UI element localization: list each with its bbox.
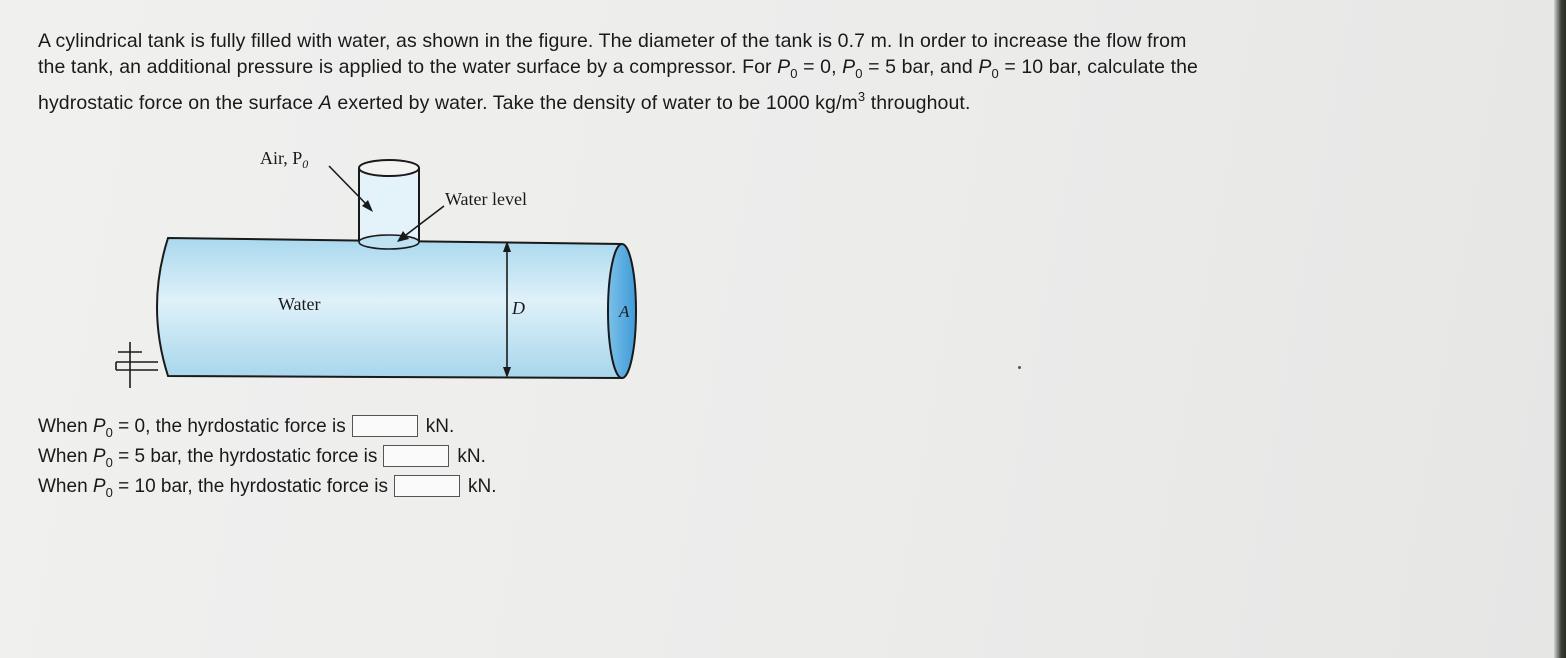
problem-statement (38, 28, 1328, 118)
unit-label: kN. (425, 416, 455, 437)
p0-symbol: P (92, 446, 106, 467)
screen-edge (1554, 0, 1566, 658)
p0-symbol: P (92, 476, 106, 497)
problem-line-2-text-c: = 5 bar, and (862, 56, 979, 78)
p0-subscript: 0 (991, 66, 999, 81)
p0-subscript: 0 (790, 66, 798, 81)
water-surface (359, 235, 419, 249)
answer-row-p0-10: When $P_0 = 10$ bar, the hyrdostatic force is kN. (38, 476, 497, 500)
surface-a-symbol: A (318, 92, 332, 114)
problem-line-1-text: A cylindrical tank is fully filled with water, as shown in the figure. The diameter of the tank is 0.7 m. In order to increase the flow from (38, 30, 1187, 52)
air-label: Air, $P_0$ (260, 148, 309, 171)
water-level-label: Water level (445, 189, 528, 209)
unit-label: kN. (457, 446, 486, 467)
answer-input-p0-0[interactable] (352, 415, 418, 437)
p0-subscript: 0 (855, 66, 863, 81)
stray-dot (1018, 366, 1021, 369)
p0-symbol: P (842, 56, 856, 78)
answer-row-p0-5: When $P_0 = 5$ bar, the hyrdostatic force is kN. (38, 446, 486, 470)
water-label: Water (278, 294, 321, 314)
p0-symbol: P (777, 56, 791, 78)
problem-line-3-text-a: hydrostatic force on the surface (38, 92, 319, 114)
p0-symbol: P (92, 416, 106, 437)
answer-input-p0-5[interactable] (383, 445, 449, 467)
problem-line-2-text-d: = 10 bar, calculate the (998, 56, 1198, 78)
problem-line-2-text-b: = 0, (797, 56, 843, 78)
problem-line-3-text-c: throughout. (865, 92, 971, 114)
problem-line-2 (38, 54, 1328, 82)
tank-body (157, 238, 622, 378)
problem-line-1 (38, 28, 1328, 54)
p0-symbol: P (978, 56, 992, 78)
drain-valve-icon (116, 342, 158, 388)
answer-section (38, 412, 496, 502)
answer-input-p0-10[interactable] (394, 475, 460, 497)
diameter-label: D (512, 298, 525, 318)
cubed-superscript: 3 (857, 89, 866, 104)
problem-line-2-text-a: the tank, an additional pressure is applied to the water surface by a compressor. For (38, 56, 778, 78)
answer-row-p0-0: When $P_0 = 0$, the hyrdostatic force is kN. (38, 416, 455, 440)
problem-line-3-text-b: exerted by water. Take the density of water to be 1000 kg/m (331, 92, 858, 114)
problem-line-3 (38, 90, 1328, 118)
tank-diagram (110, 140, 650, 390)
unit-label: kN. (467, 476, 497, 497)
surface-a-label: A (619, 302, 630, 321)
tank-figure (110, 140, 650, 390)
